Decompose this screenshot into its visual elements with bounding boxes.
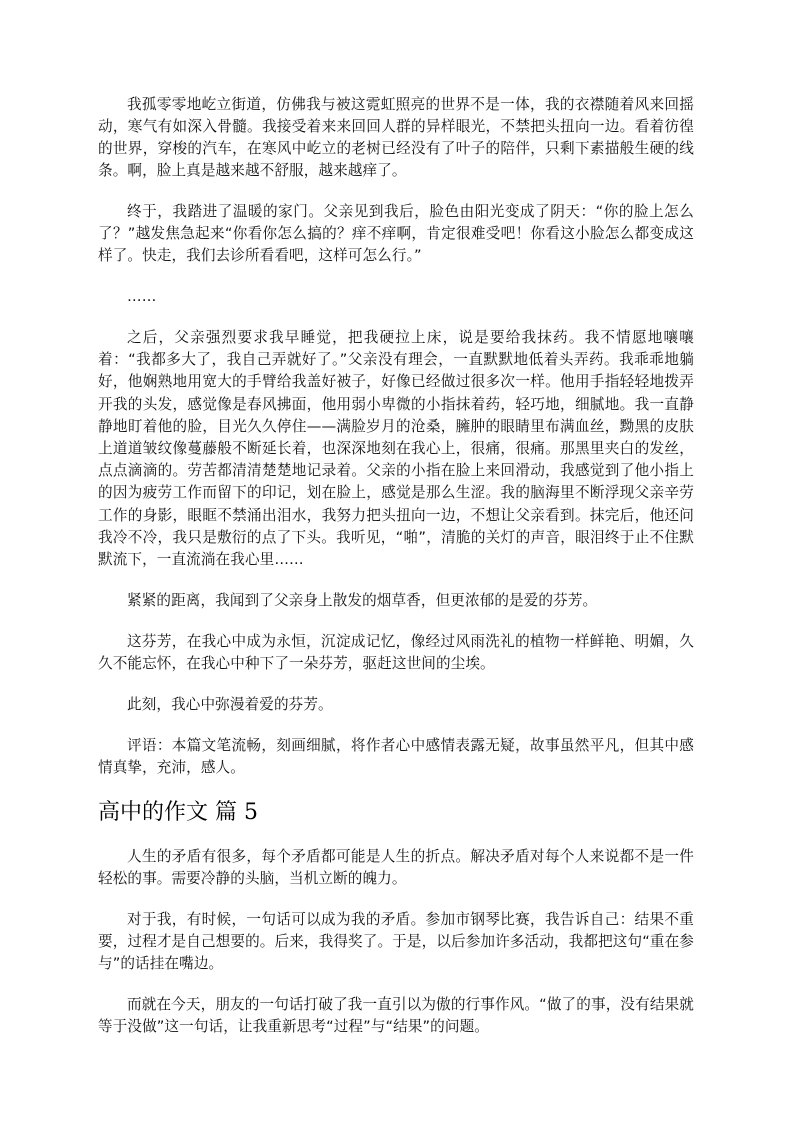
- paragraph: 终于，我踏进了温暖的家门。父亲见到我后，脸色由阳光变成了阴天：“你的脸上怎么了？”越发焦急起来“你看你怎么搞的？痒不痒啊，肯定很难受吧！你看这小脸怎么都变成这样了。快走，我们去诊所看看吧，这样可怎么行。”: [98, 203, 694, 264]
- comment-paragraph: 评语：本篇文笔流畅，刻画细腻，将作者心中感情表露无疑，故事虽然平凡，但其中感情真挚，充沛，感人。: [98, 737, 694, 777]
- ellipsis-paragraph: ……: [127, 288, 157, 305]
- paragraph: 对于我，有时候，一句话可以成为我的矛盾。参加市钢琴比赛，我告诉自己：结果不重要，过程才是自己想要的。后来，我得奖了。于是，以后参加许多活动，我都把这句“重在参与”的话挂在嘴边。: [98, 911, 694, 973]
- paragraph: 而就在今天，朋友的一句话打破了我一直引以为傲的行事作风。“做了的事，没有结果就等于没做”这一句话，让我重新思考“过程”与“结果”的问题。: [98, 996, 694, 1036]
- paragraph: 紧紧的距离，我闻到了父亲身上散发的烟草香，但更浓郁的是爱的芬芳。: [127, 592, 598, 610]
- document-page: [98, 94, 694, 1057]
- paragraph: 此刻，我心中弥漫着爱的芬芳。: [127, 696, 333, 714]
- paragraph: 我孤零零地屹立街道，仿佛我与被这霓虹照亮的世界不是一体，我的衣襟随着风来回摇动，寒气有如深入骨髓。我接受着来来回回人群的异样眼光，不禁把头扭向一边。看着彷徨的世界，穿梭的汽车，在寒风中屹立的老树已经没有了叶子的陪伴，只剩下素描般生硬的线条。啊，脸上真是越来越不舒服，越来越痒了。: [98, 96, 694, 179]
- paragraph: 之后，父亲强烈要求我早睡觉，把我硬拉上床，说是要给我抹药。我不情愿地嚷嚷着：“我都多大了，我自己弄就好了。”父亲没有理会，一直默默地低着头弄药。我乖乖地躺好，他娴熟地用宽大的手臂给我盖好被子，好像已经做过很多次一样。他用手指轻轻地拨弄开我的头发，感觉像是春风拂面，他用弱小卑微的小指抹着药，轻巧地，细腻地。我一直静静地盯着他的脸，目光久久停住——满脸岁月的沧桑，臃肿的眼睛里布满血丝，黝黑的皮肤上道道皱纹像蔓藤般不断延长着，也深深地刻在我心上，很痛，很痛。那黑里夹白的发丝，点点滴滴的。劳苦都清清楚楚地记录着。父亲的小指在脸上来回滑动，我感觉到了他小指上的因为疲劳工作而留下的印记，划在脸上，感觉是那么生涩。我的脑海里不断浮现父亲辛劳工作的身影，眼眶不禁涌出泪水，我努力把头扭向一边，不想让父亲看到。抹完后，他还问我冷不冷，我只是敷衍的点了下头。我听见，“啪”，清脆的关灯的声音，眼泪终于止不住默默流下，一直流淌在我心里……: [98, 329, 694, 569]
- paragraph: 人生的矛盾有很多，每个矛盾都可能是人生的折点。解决矛盾对每个人来说都不是一件轻松的事。需要冷静的头脑，当机立断的魄力。: [98, 848, 694, 888]
- section-heading: 高中的作文 篇 5: [98, 800, 258, 826]
- paragraph: 这芬芳，在我心中成为永恒，沉淀成记忆，像经过风雨洗礼的植物一样鲜艳、明媚，久久不能忘怀，在我心中种下了一朵芬芳，驱赶这世间的尘埃。: [98, 633, 694, 673]
